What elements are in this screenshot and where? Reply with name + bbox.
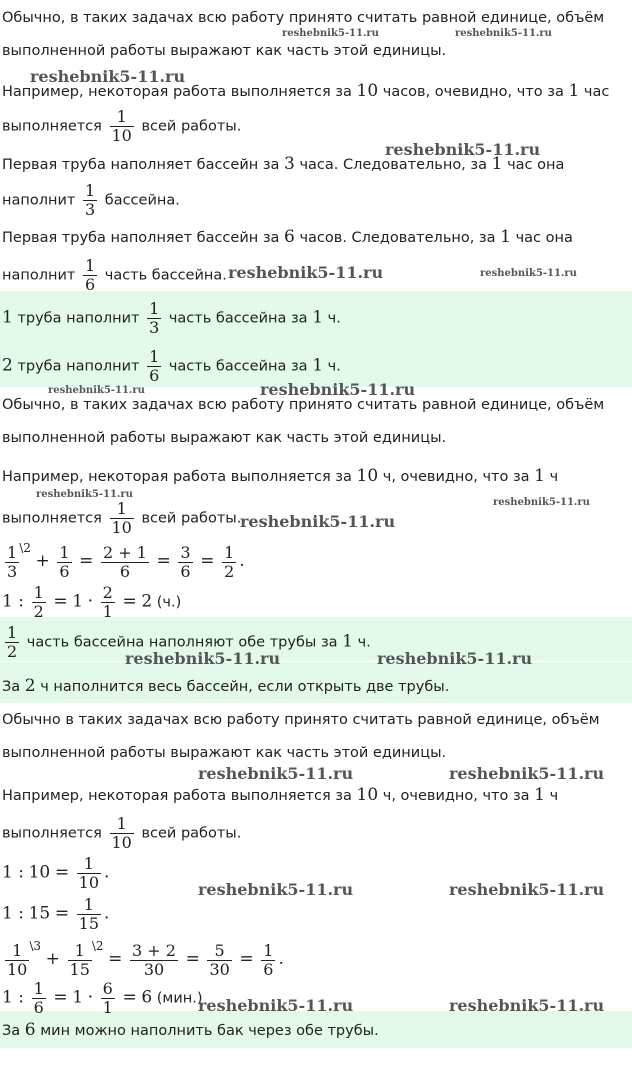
example3-fraction-line: выполняется $\frac{1}{10}$ всей работы. [2,814,242,852]
watermark: reshebnik5-11.ru [260,380,416,399]
fraction-1-6-b: $\frac{1}{6}$ [149,347,160,385]
watermark: reshebnik5-11.ru [30,67,186,86]
highlight-pipe2: 2 труба наполнит $\frac{1}{6}$ часть бассейна за 1 ч. [2,347,341,385]
equation-sum-sixth: $\frac{1}{10}$ $^{\backslash 3}$ + $\frac{1}{15}$ $^{\backslash 2}$ = $\frac{3 + 2}{30}$ = $\frac{5}{30}$ = $\frac{1}{6}$ . [7,939,284,979]
watermark: reshebnik5-11.ru [240,512,396,531]
intro2-line-1: Обычно, в таких задачах всю работу принято считать равной единице, объём [2,397,605,413]
fraction-1-3: $\frac{1}{3}$ [84,181,96,219]
pipe2-line: Первая труба наполняет бассейн за 6 часов. Следовательно, за 1 час она [2,227,573,247]
watermark: reshebnik5-11.ru [493,497,590,508]
highlight-pipe1: 1 труба наполнит $\frac{1}{3}$ часть бассейна за 1 ч. [2,299,341,337]
pipe2-fraction-line: наполнит $\frac{1}{6}$ часть бассейна. [2,256,227,294]
equation-1-15: 1 : 15 = $\frac{1}{15}$ . [2,895,110,933]
watermark: reshebnik5-11.ru [36,489,133,500]
watermark: reshebnik5-11.ru [198,764,354,783]
intro3-line-1: Обычно в таких задачах всю работу принято считать равной единице, объём [2,712,600,728]
watermark: reshebnik5-11.ru [48,385,145,396]
highlight-final: За 6 мин можно наполнить бак через обе трубы. [2,1020,379,1040]
equation-1-10: 1 : 10 = $\frac{1}{10}$ . [2,854,110,892]
fraction-1-10: $\frac{1}{10}$ [111,107,132,145]
equation-hours: 1 : $\frac{1}{2}$ = 1 · $\frac{2}{1}$ = 2 (ч.) [2,583,182,621]
intro2-line-2: выполненной работы выражают как часть этой единицы. [2,430,447,446]
watermark: reshebnik5-11.ru [125,649,281,668]
pipe1-line: Первая труба наполняет бассейн за 3 часа. Следовательно, за 1 час она [2,154,565,174]
watermark: reshebnik5-11.ru [377,649,533,668]
watermark: reshebnik5-11.ru [228,263,384,282]
watermark: reshebnik5-11.ru [480,268,577,279]
highlight-half: $\frac{1}{2}$ часть бассейна наполняют обе трубы за 1 ч. [7,623,371,661]
watermark: reshebnik5-11.ru [449,880,605,899]
fraction-1-6: $\frac{1}{6}$ [84,256,96,294]
fraction-1-3-b: $\frac{1}{3}$ [149,299,160,337]
fraction-1-10-c: $\frac{1}{10}$ [111,814,132,852]
watermark: reshebnik5-11.ru [282,28,379,39]
intro-line-1: Обычно, в таких задачах всю работу принято считать равной единице, объём [2,10,605,26]
example3-line: Например, некоторая работа выполняется за 10 ч, очевидно, что за 1 ч [2,785,559,805]
example-fraction-line: выполняется $\frac{1}{10}$ всей работы. [2,107,242,145]
watermark: reshebnik5-11.ru [198,996,354,1015]
pipe1-fraction-line: наполнит $\frac{1}{3}$ бассейна. [2,181,180,219]
highlight-hours: За 2 ч наполнится весь бассейн, если открыть две трубы. [2,676,450,696]
example2-fraction-line: выполняется $\frac{1}{10}$ всей работы. [2,499,242,537]
watermark: reshebnik5-11.ru [449,996,605,1015]
fraction-1-10-b: $\frac{1}{10}$ [111,499,132,537]
intro-line-2: выполненной работы выражают как часть этой единицы. [2,43,447,59]
watermark: reshebnik5-11.ru [198,880,354,899]
watermark: reshebnik5-11.ru [385,140,541,159]
intro3-line-2: выполненной работы выражают как часть этой единицы. [2,745,447,761]
example-line: Например, некоторая работа выполняется за 10 часов, очевидно, что за 1 час [2,81,610,101]
example2-line: Например, некоторая работа выполняется за 10 ч, очевидно, что за 1 ч [2,466,559,486]
equation-minutes: 1 : $\frac{1}{6}$ = 1 · $\frac{6}{1}$ = 6 (мин.) [2,979,203,1017]
equation-sum-halves: $\frac{1}{3}$ $^{\backslash 2}$ + $\frac{1}{6}$ = $\frac{2 + 1}{6}$ = $\frac{3}{6}$ = $\frac{1}{2}$ . [7,541,245,581]
watermark: reshebnik5-11.ru [455,28,552,39]
watermark: reshebnik5-11.ru [449,764,605,783]
